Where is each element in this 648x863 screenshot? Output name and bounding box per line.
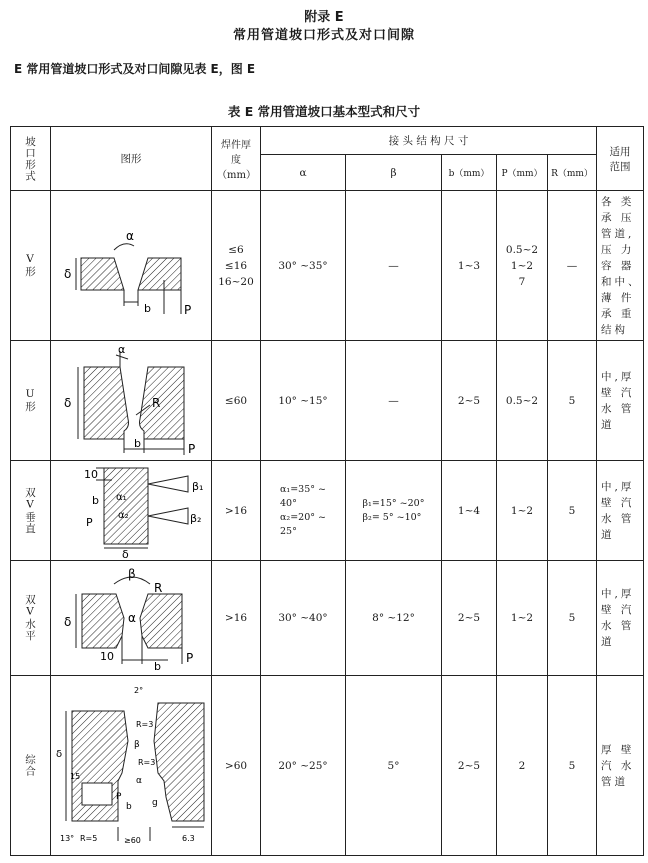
form-cell: 双V水平 [11, 561, 51, 676]
delta-label: δ [55, 748, 62, 760]
r3-label-1: R=3 [135, 719, 153, 729]
thickness-cell: >60 [212, 676, 261, 856]
p-label: P [186, 651, 194, 665]
col-form-header: 坡口形式 [11, 127, 51, 191]
b-label: b [134, 436, 141, 450]
scope-cell: 各 类 承 压 管道, 压 力 容 器 和中、 薄 件 承 重 结构 [597, 191, 644, 341]
left-plate [82, 594, 124, 648]
ten-label: 10 [100, 650, 114, 663]
beta2-label: β₂ [190, 511, 202, 525]
table-row [11, 461, 644, 561]
p-cell: 1~2 [497, 461, 548, 561]
r-cell: 5 [548, 676, 597, 856]
composite-groove-figure [54, 681, 209, 851]
col-scope-header: 适用范围 [597, 127, 644, 191]
scope-cell: 中,厚 壁 汽 水 管 道 [597, 561, 644, 676]
beta-cell: — [346, 191, 442, 341]
deg2-label: 2° [133, 685, 143, 695]
beta-label: β [128, 567, 136, 581]
alpha-cell: 30° ~40° [261, 561, 346, 676]
b-cell: 2~5 [442, 676, 497, 856]
page-title: 常用管道坡口形式及对口间隙 [232, 28, 415, 43]
thickness-cell: >16 [212, 461, 261, 561]
form-cell: U形 [11, 341, 51, 461]
thickness-cell: ≤60 [212, 341, 261, 461]
b-cell: 2~5 [442, 341, 497, 461]
u-groove-figure [56, 345, 206, 457]
scope-cell: 中,厚 壁 汽 水 管 道 [597, 341, 644, 461]
right-plate [138, 258, 181, 290]
table-row [11, 341, 644, 461]
b-cell: 2~5 [442, 561, 497, 676]
groove-table [10, 126, 644, 856]
table-row [11, 561, 644, 676]
beta-cell: — [346, 341, 442, 461]
alpha1-label: α₁ [116, 491, 127, 503]
table-row [11, 191, 644, 341]
r-cell: 5 [548, 461, 597, 561]
col-alpha-header: α [261, 155, 346, 191]
alpha-label: α [118, 344, 126, 356]
right-plate [140, 594, 182, 648]
p-cell: 0.5~2 1~2 7 [497, 191, 548, 341]
col-r-header: R（mm） [548, 155, 597, 191]
right-plate [140, 367, 185, 439]
alpha-label: α [126, 228, 134, 243]
figure-cell [51, 676, 212, 856]
double-v-vertical-figure [56, 464, 206, 558]
b-label: b [125, 801, 132, 812]
alpha-cell: α₁=35° ~ 40° α₂=20° ~ 25° [261, 461, 346, 561]
beta-cell: β₁=15° ~20° β₂= 5° ~10° [346, 461, 442, 561]
beta-cell: 8° ~12° [346, 561, 442, 676]
form-cell: 综合 [11, 676, 51, 856]
p-cell: 2 [497, 676, 548, 856]
left-plate [84, 367, 129, 439]
b-label: b [154, 660, 161, 672]
alpha-label: α [128, 611, 136, 625]
p-label: P [86, 515, 93, 529]
p-label: P [115, 791, 121, 802]
p-label: P [188, 441, 196, 456]
ten-label: 10 [84, 467, 98, 481]
double-v-horizontal-figure [56, 564, 206, 672]
left-plate [81, 258, 124, 290]
figure-cell [51, 191, 212, 341]
alpha-cell: 20° ~25° [261, 676, 346, 856]
form-cell: 双V垂直 [11, 461, 51, 561]
ge60-label: ≥60 [123, 835, 141, 845]
b-label: b [92, 493, 99, 507]
r-cell: 5 [548, 561, 597, 676]
alpha-cell: 10° ~15° [261, 341, 346, 461]
beta-cell: 5° [346, 676, 442, 856]
delta-label: δ [64, 266, 72, 281]
g-label: g [151, 797, 158, 808]
table-row [11, 676, 644, 856]
p-cell: 0.5~2 [497, 341, 548, 461]
r-label: R [154, 581, 163, 595]
intro-text: E 常用管道坡口形式及对口间隙见表 E，图 E [14, 62, 256, 76]
figure-cell [51, 341, 212, 461]
angle13-label: 13° [59, 833, 74, 843]
col-beta-header: β [346, 155, 442, 191]
fifteen-label: 15 [69, 771, 80, 781]
figure-cell [51, 561, 212, 676]
alpha-cell: 30° ~35° [261, 191, 346, 341]
b-cell: 1~4 [442, 461, 497, 561]
roughness-label: 6.3 [181, 833, 195, 843]
alpha2-label: α₂ [118, 509, 129, 521]
beta-label: β [133, 739, 140, 750]
b-cell: 1~3 [442, 191, 497, 341]
col-p-header: P（mm） [497, 155, 548, 191]
col-b-header: b（mm） [442, 155, 497, 191]
delta-label: δ [64, 395, 72, 410]
p-cell: 1~2 [497, 561, 548, 676]
alpha-label: α [135, 775, 142, 786]
b-label: b [144, 301, 151, 315]
scope-cell: 中,厚 壁 汽 水 管 道 [597, 461, 644, 561]
figure-cell [51, 461, 212, 561]
plate [104, 468, 148, 544]
header-row-1 [11, 127, 644, 155]
r-label: R [152, 395, 161, 410]
appendix-label: 附录 E [304, 10, 344, 25]
r-cell: 5 [548, 341, 597, 461]
v-groove-figure [56, 206, 206, 326]
table-caption: 表 E 常用管道坡口基本型式和尺寸 [227, 104, 421, 119]
beta1-label: β₁ [192, 479, 204, 493]
p-label: P [184, 302, 192, 317]
col-thickness-header: 焊件厚度（mm） [212, 127, 261, 191]
scope-cell: 厚 壁 汽 水 管道 [597, 676, 644, 856]
col-figure-header: 图形 [51, 127, 212, 191]
delta-label: δ [64, 615, 72, 629]
delta-label: δ [122, 547, 129, 558]
r3-label-2: R=3 [137, 757, 155, 767]
right-plate [151, 703, 204, 821]
thickness-cell: >16 [212, 561, 261, 676]
thickness-cell: ≤6 ≤16 16~20 [212, 191, 261, 341]
form-cell: V形 [11, 191, 51, 341]
r5-label: R=5 [79, 833, 97, 843]
col-joint-header: 接 头 结 构 尺 寸 [261, 127, 597, 155]
r-cell: — [548, 191, 597, 341]
